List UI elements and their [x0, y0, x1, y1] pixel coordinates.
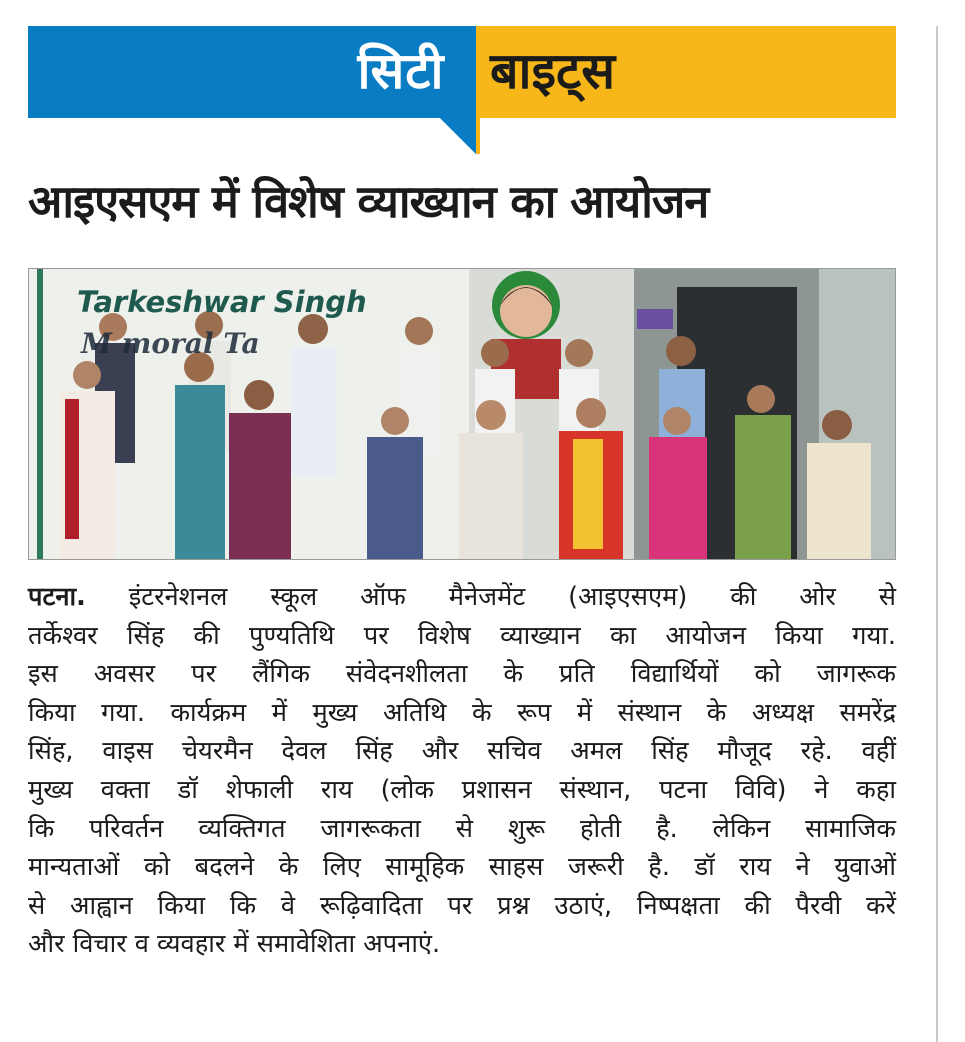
photo-banner-title: Tarkeshwar Singh: [77, 285, 367, 319]
article-line-2: तर्केश्वर सिंह की पुण्यतिथि पर विशेष व्याख्यान का आयोजन किया गया.: [28, 620, 896, 651]
banner-word-city: सिटी: [357, 42, 445, 100]
photo-banner-subtitle: M moral Ta: [81, 327, 260, 360]
article-line-10: और विचार व व्यवहार में समावेशिता अपनाएं.: [28, 929, 441, 960]
article-line-1-text: इंटरनेशनल स्कूल ऑफ मैनेजमेंट (आइएसएम) की ओर से: [85, 582, 896, 612]
dateline: पटना.: [28, 582, 86, 612]
article-body: [28, 578, 896, 964]
article-line-4: किया गया. कार्यक्रम में मुख्य अतिथि के रूप में संस्थान के अध्यक्ष समरेंद्र: [28, 697, 896, 728]
article-line-9: से आह्वान किया कि वे रूढ़िवादिता पर प्रश्न उठाएं, निष्पक्षता की पैरवी करें: [28, 890, 896, 921]
section-banner: [28, 26, 896, 156]
article-line-3: इस अवसर पर लैंगिक संवेदनशीलता के प्रति विद्यार्थियों को जागरूक: [28, 659, 896, 690]
article-line-1: [28, 578, 896, 617]
article-line-5: सिंह, वाइस चेयरमैन देवल सिंह और सचिव अमल सिंह मौजूद रहे. वहीं: [28, 736, 896, 767]
banner-word-bites: बाइट्स: [490, 42, 616, 100]
article-line-8: मान्यताओं को बदलने के लिए सामूहिक साहस जरूरी है. डॉ राय ने युवाओं: [28, 852, 896, 883]
column-rule: [936, 26, 938, 1042]
group-photo: [28, 268, 896, 560]
headline: आइएसएम में विशेष व्याख्यान का आयोजन: [28, 175, 709, 228]
article-line-6: मुख्य वक्ता डॉ शेफाली राय (लोक प्रशासन संस्थान, पटना विवि) ने कहा: [28, 774, 896, 805]
article-line-7: कि परिवर्तन व्यक्तिगत जागरूकता से शुरू होती है. लेकिन सामाजिक: [28, 813, 896, 844]
